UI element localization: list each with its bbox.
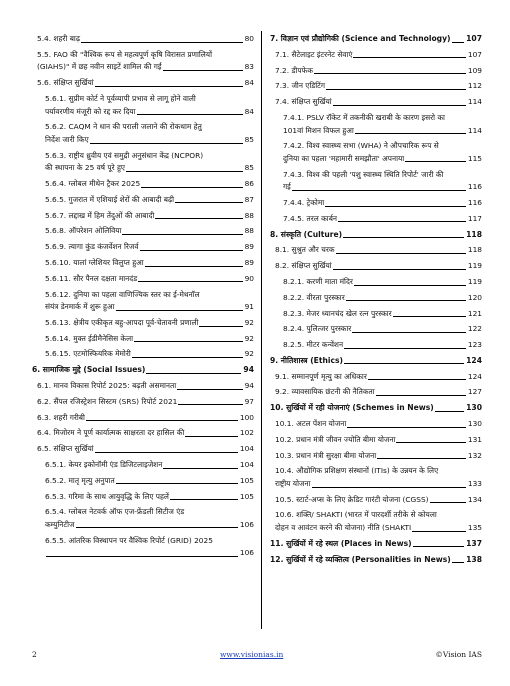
toc-entry-title: 8.2.2. वीरता पुरस्कार: [283, 292, 345, 305]
toc-page-number: 86: [244, 179, 254, 189]
toc-entry-title: दुनिया का पहला 'महामारी समझौता' अपनाया: [283, 153, 404, 166]
toc-entry-title-line: 5.6.3. राष्ट्रीय ध्रुवीय एवं समुद्री अनुसंधान केंद्र (NCPOR): [45, 150, 204, 160]
toc-entry-title: 8.2. संक्षिप्त सुर्खियां: [275, 260, 332, 273]
toc-leader-line: [199, 326, 242, 327]
toc-entry[interactable]: [32, 194, 254, 207]
toc-entry[interactable]: [32, 225, 254, 238]
toc-leader-line: [146, 373, 241, 374]
toc-leader-line: [122, 234, 242, 235]
column-divider: [261, 31, 262, 629]
toc-page-number: 89: [244, 257, 254, 267]
toc-page-number: 104: [239, 459, 254, 469]
toc-leader-line: [116, 310, 243, 311]
toc-entry-title: 5.6.13. क्षेत्रीय एकीकृत बहु-आपदा पूर्व-चेतावनी प्रणाली: [45, 317, 198, 330]
toc-leader-line: [138, 281, 242, 282]
toc-entry[interactable]: [32, 257, 254, 270]
toc-page-number: 94: [244, 381, 254, 391]
toc-leader-line: [90, 143, 243, 144]
toc-page-number: 131: [467, 434, 482, 444]
toc-page-number: 117: [467, 213, 482, 223]
toc-entry[interactable]: [270, 276, 482, 289]
toc-entry-title: 6.4. मिजोरम ने पूर्ण कार्यात्मक साक्षरता दर हासिल की: [37, 427, 184, 440]
toc-entry[interactable]: [32, 506, 254, 531]
toc-page-number: 88: [244, 210, 254, 220]
toc-leader-line: [352, 332, 466, 333]
toc-entry-title: 5.6.7. लद्दाख में हिम तेंदुओं की आबादी: [45, 210, 154, 223]
toc-leader-line: [177, 389, 242, 390]
toc-leader-line: [170, 499, 238, 500]
toc-page-number: 85: [244, 134, 254, 144]
toc-page-number: 116: [467, 182, 482, 192]
toc-page-number: 83: [244, 62, 254, 72]
toc-leader-line: [405, 161, 466, 162]
toc-leader-line: [86, 420, 238, 421]
toc-entry-title: 7.1. सैटेलाइट इंटरनेट सेवाएं: [275, 49, 352, 62]
toc-page-number: 97: [244, 396, 254, 406]
toc-entry-title: 8.2.4. पुलित्जर पुरस्कार: [283, 323, 351, 336]
page-number: 2: [32, 650, 37, 659]
toc-entry[interactable]: [270, 418, 482, 431]
toc-entry[interactable]: [270, 140, 482, 165]
toc-section-entry[interactable]: [270, 402, 482, 415]
toc-entry[interactable]: [32, 443, 254, 456]
toc-entry[interactable]: [270, 112, 482, 137]
toc-leader-line: [347, 427, 466, 428]
toc-entry[interactable]: [270, 323, 482, 336]
toc-page-number: 92: [244, 349, 254, 359]
toc-entry-title: 9. नीतिशास्त्र (Ethics): [270, 355, 343, 368]
toc-page-number: 118: [467, 245, 482, 255]
copyright-text: ©Vision IAS: [435, 650, 482, 659]
toc-entry[interactable]: [32, 33, 254, 46]
toc-page-number: 102: [239, 428, 254, 438]
toc-page-number: 124: [466, 355, 482, 365]
toc-entry[interactable]: [270, 371, 482, 384]
toc-entry-title: कम्युनिटीज: [45, 519, 75, 532]
toc-entry[interactable]: [32, 396, 254, 409]
toc-entry-title: 12. सुर्खियों में रहे व्यक्तित्व (Personalities in News): [270, 554, 451, 567]
toc-entry-title: संयंत्र डेनमार्क में शुरू हुआ: [45, 301, 115, 314]
toc-entry-title: 6.1. मानव विकास रिपोर्ट 2025: बढ़ती असमानता: [37, 380, 176, 393]
toc-leader-line: [292, 190, 466, 191]
toc-page-number: 109: [467, 65, 482, 75]
toc-entry[interactable]: [32, 241, 254, 254]
toc-page-number: 137: [466, 538, 482, 548]
toc-entry-title-line: 7.4.2. विश्व स्वास्थ्य सभा (WHA) ने औपचारिक रूप से: [283, 141, 439, 151]
toc-page-number: 135: [467, 523, 482, 533]
toc-leader-line: [116, 483, 238, 484]
toc-entry-title: 10.5. स्टार्ट-अप्स के लिए क्रेडिट गारंटी योजना (CGSS): [275, 494, 429, 507]
website-link[interactable]: www.visionias.in: [220, 650, 284, 659]
toc-entry-title: 5.6.10. यालां ग्लेशियर विलुप्त हुआ: [45, 257, 144, 270]
toc-leader-line: [325, 206, 466, 207]
toc-leader-line: [452, 42, 465, 43]
toc-entry-title: 8.2.3. मेजर ध्यानचंद खेल रत्न पुरस्कार: [283, 308, 392, 321]
toc-entry-title: (GIAHS)" में छह नवीन साइटें शामिल की गईं: [37, 61, 162, 74]
toc-entry-title-line: 5.6.2. CAQM ने धान की पराली जलाने की रोकथाम हेतु: [45, 122, 202, 132]
toc-entry[interactable]: [32, 348, 254, 361]
toc-entry-title: 6.5. संक्षिप्त सुर्खियां: [37, 443, 94, 456]
toc-section-entry[interactable]: [32, 364, 254, 377]
toc-entry[interactable]: [270, 465, 482, 490]
toc-page-number: 105: [239, 491, 254, 501]
toc-leader-line: [134, 341, 243, 342]
toc-leader-line: [376, 395, 466, 396]
toc-page-number: 138: [466, 554, 482, 564]
toc-leader-line: [368, 379, 466, 380]
toc-section-entry[interactable]: [270, 554, 482, 567]
toc-entry[interactable]: [32, 210, 254, 223]
toc-entry[interactable]: [32, 412, 254, 425]
toc-entry-title: 5.6.9. त्यागा कुंड कंजर्वेशन रिजर्व: [45, 241, 139, 254]
toc-leader-line: [95, 86, 243, 87]
toc-entry-title: की स्थापना के 25 वर्ष पूरे हुए: [45, 162, 125, 175]
toc-leader-line: [346, 300, 466, 301]
toc-entry[interactable]: [270, 292, 482, 305]
toc-entry[interactable]: [270, 49, 482, 62]
toc-entry-title: 5.6. संक्षिप्त सुर्खियां: [37, 77, 94, 90]
toc-entry-title: 5.6.8. ऑपरेशन ओलिविया: [45, 225, 121, 238]
toc-entry-title: गई: [283, 181, 291, 194]
toc-entry-title: 6.2. सैंपल रजिस्ट्रेशन सिस्टम (SRS) रिपोर्ट 2021: [37, 396, 177, 409]
toc-entry-title: 10. सुर्खियों में रही योजनाएं (Schemes in News): [270, 402, 434, 415]
toc-page-number: 106: [239, 519, 254, 529]
toc-page-number: 84: [244, 106, 254, 116]
toc-entry-title: 101वां मिशन विफल हुआ: [283, 125, 354, 138]
toc-entry[interactable]: [270, 169, 482, 194]
toc-entry-title: 7.4.5. तरल कार्बन: [283, 213, 337, 226]
toc-entry-title-line: 7.4.3. विश्व की पहली 'पशु स्वास्थ्य स्थिति रिपोर्ट' जारी की: [283, 169, 444, 179]
toc-leader-line: [326, 89, 466, 90]
toc-leader-line: [353, 57, 465, 58]
toc-page-number: 105: [239, 475, 254, 485]
toc-leader-line: [336, 253, 466, 254]
toc-entry-title: 6.5.2. मातृ मृत्यु अनुपात: [45, 475, 115, 488]
toc-page-number: 107: [467, 49, 482, 59]
toc-entry-title: 6. सामाजिक मुद्दे (Social Issues): [32, 364, 145, 377]
toc-leader-line: [413, 546, 465, 547]
toc-page-number: 123: [467, 340, 482, 350]
toc-entry-title: 8.1. सुश्रुत और चरक: [275, 244, 335, 257]
toc-page-number: 119: [467, 276, 482, 286]
toc-entry[interactable]: [270, 65, 482, 78]
toc-entry-title-line: 6.5.4. ग्लोबल नेटवर्क ऑफ एज-फ्रेंडली सिटीज एंड: [45, 507, 185, 517]
toc-page-number: 87: [244, 194, 254, 204]
toc-leader-line: [140, 250, 243, 251]
toc-entry[interactable]: [32, 49, 254, 74]
toc-page-number: 80: [244, 34, 254, 43]
toc-page-number: 114: [467, 125, 482, 135]
toc-entry-title: 6.5.1. केयर इकोनॉमी एंड डिजिटलाइजेशन: [45, 459, 162, 472]
toc-entry-title-line: 7.4.1. PSLV रॉकेट में तकनीकी खराबी के कारण इसरो का: [283, 112, 445, 122]
toc-page-number: 133: [467, 478, 482, 488]
toc-entry[interactable]: [32, 273, 254, 286]
toc-leader-line: [145, 266, 243, 267]
toc-entry-title: 7.2. डीपफेक: [275, 65, 313, 78]
toc-entry[interactable]: [270, 80, 482, 93]
toc-leader-line: [175, 202, 243, 203]
toc-entry[interactable]: [32, 535, 254, 560]
toc-entry[interactable]: [270, 434, 482, 447]
toc-entry-title-line: 6.5.5. आंतरिक विस्थापन पर वैश्विक रिपोर्ट (GRID) 2025: [45, 535, 213, 545]
toc-entry-title: 9.1. सम्मानपूर्ण मृत्यु का अधिकार: [275, 371, 367, 384]
toc-section-entry[interactable]: [270, 33, 482, 46]
toc-entry-title: 10.3. प्रधान मंत्री सुरक्षा बीमा योजना: [275, 450, 376, 463]
toc-leader-line: [355, 133, 466, 134]
toc-entry-title: 5.6.15. एटमोस्फियरिक मेमोरी: [45, 348, 131, 361]
toc-entry-title-line: 5.6.1. सुप्रीम कोर्ट ने पूर्वव्यापी प्रभाव से लागू होने वाली: [45, 93, 196, 103]
toc-leader-line: [435, 411, 464, 412]
toc-page-number: 91: [244, 302, 254, 312]
toc-entry[interactable]: [270, 308, 482, 321]
toc-entry-title: 10.1. अटल पेंशन योजना: [275, 418, 346, 431]
toc-page-number: 88: [244, 226, 254, 236]
toc-leader-line: [412, 531, 466, 532]
toc-entry-title: 10.2. प्रधान मंत्री जीवन ज्योति बीमा योजना: [275, 434, 395, 447]
toc-entry-title: राष्ट्रीय योजना: [275, 478, 311, 491]
toc-entry-title: 5.6.5. गुजरात में एशियाई शेरों की आबादी बढ़ी: [45, 194, 174, 207]
toc-leader-line: [344, 348, 466, 349]
toc-entry-title: 6.5.3. गरिमा के साथ आयुवृद्धि के लिए पहलें: [45, 491, 169, 504]
toc-leader-line: [333, 269, 466, 270]
toc-page-number: 127: [467, 387, 482, 397]
toc-entry-title: 9.2. व्यावसायिक छंटनी की नैतिकता: [275, 386, 375, 399]
toc-entry-title: 6.3. शहरी गरीबी: [37, 412, 85, 425]
toc-entry[interactable]: [32, 77, 254, 90]
toc-page-number: 106: [239, 548, 254, 558]
toc-section-entry[interactable]: [270, 229, 482, 242]
toc-entry[interactable]: [270, 494, 482, 507]
toc-page-number: 85: [244, 163, 254, 173]
toc-entry[interactable]: [32, 491, 254, 504]
toc-leader-line: [137, 114, 243, 115]
toc-leader-line: [354, 285, 466, 286]
toc-page-number: 114: [467, 97, 482, 107]
toc-leader-line: [333, 105, 466, 106]
toc-entry[interactable]: [32, 178, 254, 191]
toc-entry-title: निर्देश जारी किए: [45, 134, 89, 147]
toc-page-number: 132: [467, 450, 482, 460]
toc-entry-title: 7.4.4. ट्रेकोमा: [283, 197, 324, 210]
toc-entry-title: 5.6.11. सौर पैनल दक्षता मानदंड: [45, 273, 137, 286]
toc-page-number: 92: [244, 333, 254, 343]
toc-section-entry[interactable]: [270, 538, 482, 551]
toc-leader-line: [312, 487, 466, 488]
toc-entry-title: 5.6.4. ग्लोबल मीथेन ट्रैकर 2025: [45, 178, 140, 191]
toc-leader-line: [81, 42, 243, 43]
toc-page-number: 130: [467, 418, 482, 428]
toc-entry-title-line: 10.4. औद्योगिक प्रशिक्षण संस्थानों (ITIs) के उन्नयन के लिए: [275, 466, 439, 476]
toc-leader-line: [163, 70, 243, 71]
toc-leader-line: [163, 468, 238, 469]
toc-leader-line: [155, 218, 242, 219]
toc-entry[interactable]: [32, 380, 254, 393]
toc-entry[interactable]: [32, 333, 254, 346]
toc-leader-line: [393, 316, 466, 317]
toc-entry[interactable]: [270, 96, 482, 109]
toc-page-number: 118: [466, 229, 482, 239]
toc-leader-line: [452, 562, 464, 563]
toc-leader-line: [343, 237, 464, 238]
toc-page-number: 100: [239, 412, 254, 422]
toc-entry[interactable]: [270, 260, 482, 273]
toc-leader-line: [132, 357, 243, 358]
toc-page-number: 90: [244, 273, 254, 283]
toc-entry-title: 8.2.1. करणी माता मंदिर: [283, 276, 353, 289]
toc-page-number: 130: [466, 403, 482, 413]
toc-entry[interactable]: [32, 475, 254, 488]
toc-entry[interactable]: [32, 121, 254, 146]
toc-entry[interactable]: [270, 509, 482, 534]
toc-entry[interactable]: [32, 427, 254, 440]
toc-entry-title-line: 10.6. शक्ति/ SHAKTI (भारत में पारदर्शी तरीके से कोयला: [275, 510, 437, 520]
toc-entry-title: 5.6.14. मुक्त ईडीमैनेसिस केला: [45, 333, 133, 346]
toc-entry[interactable]: [270, 339, 482, 352]
toc-entry-title: 8. संस्कृति (Culture): [270, 229, 342, 242]
toc-entry[interactable]: [32, 317, 254, 330]
toc-page-number: 89: [244, 242, 254, 252]
toc-entry-title: 8.2.5. मीटर कन्वेंशन: [283, 339, 343, 352]
toc-page-number: 107: [466, 34, 482, 43]
toc-entry[interactable]: [270, 213, 482, 226]
toc-leader-line: [46, 556, 238, 557]
toc-leader-line: [344, 363, 464, 364]
toc-leader-line: [377, 458, 466, 459]
toc-page-number: 124: [467, 371, 482, 381]
toc-entry[interactable]: [270, 197, 482, 210]
toc-leader-line: [178, 404, 242, 405]
toc-page-number: 94: [243, 365, 254, 375]
toc-entry[interactable]: [270, 450, 482, 463]
toc-entry[interactable]: [32, 459, 254, 472]
toc-entry[interactable]: [32, 150, 254, 175]
toc-page-number: 115: [467, 153, 482, 163]
toc-page-number: 92: [244, 317, 254, 327]
toc-section-entry[interactable]: [270, 355, 482, 368]
toc-entry-title: 7. विज्ञान एवं प्रौद्योगिकी (Science and Technology): [270, 33, 451, 46]
toc-entry-title: दोहन व आवंटन करने की योजना) नीति (SHAKTI: [275, 522, 411, 535]
toc-leader-line: [95, 452, 238, 453]
toc-entry[interactable]: [270, 386, 482, 399]
toc-leader-line: [185, 436, 238, 437]
toc-page-number: 119: [467, 261, 482, 271]
toc-leader-line: [396, 442, 465, 443]
toc-leader-line: [430, 502, 466, 503]
toc-leader-line: [76, 527, 238, 528]
toc-leader-line: [338, 221, 466, 222]
toc-page-number: 112: [467, 81, 482, 91]
toc-entry-title: 7.3. जीन एडिटिंग: [275, 80, 325, 93]
toc-entry-title: 11. सुर्खियों में रहे स्थल (Places in News): [270, 538, 412, 551]
toc-entry-title: 5.4. शहरी बाढ़: [37, 33, 80, 46]
toc-page-number: 120: [467, 292, 482, 302]
toc-leader-line: [126, 171, 243, 172]
toc-entry-title-line: 5.6.12. दुनिया का पहला वाणिज्यिक स्तर का ई-मेथनॉल: [45, 289, 200, 299]
toc-page-number: 84: [244, 78, 254, 88]
toc-entry[interactable]: [32, 289, 254, 314]
toc-right-column: [270, 33, 482, 569]
toc-entry-title-line: 5.5. FAO की "वैश्विक रूप से महत्वपूर्ण कृषि विरासत प्रणालियों: [37, 49, 213, 59]
toc-page-number: 104: [239, 444, 254, 454]
toc-entry[interactable]: [270, 244, 482, 257]
toc-left-column: [32, 33, 254, 563]
toc-entry-title: 7.4. संक्षिप्त सुर्खियां: [275, 96, 332, 109]
toc-entry-title: पर्यावरणीय मंजूरी को रद्द कर दिया: [45, 106, 136, 119]
toc-entry[interactable]: [32, 93, 254, 118]
toc-page-number: 121: [467, 308, 482, 318]
toc-page-number: 122: [467, 324, 482, 334]
toc-leader-line: [141, 187, 242, 188]
toc-page-number: 134: [467, 494, 482, 504]
toc-leader-line: [314, 73, 466, 74]
toc-page-number: 116: [467, 198, 482, 208]
